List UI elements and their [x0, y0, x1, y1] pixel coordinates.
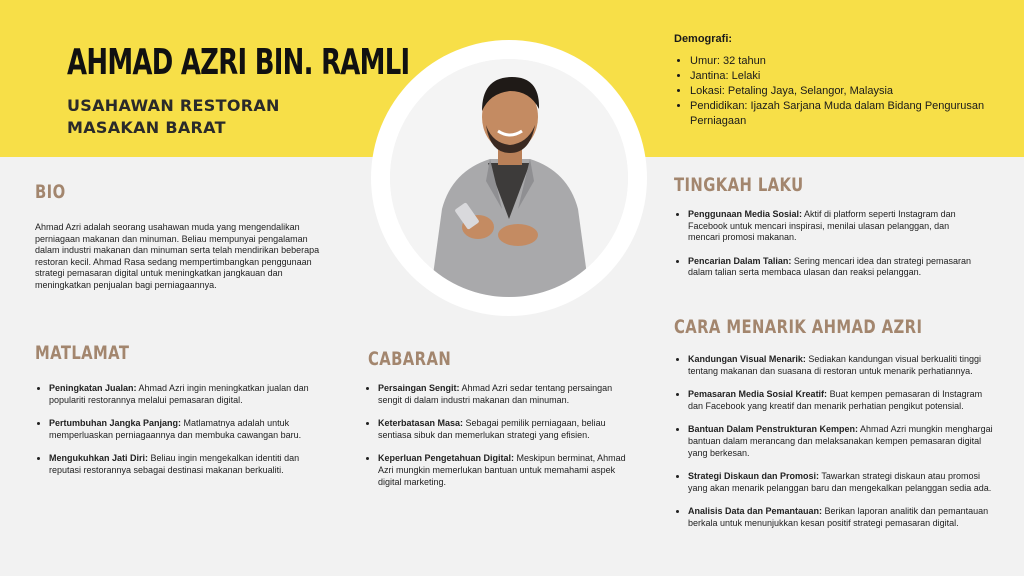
cabaran-heading: CABARAN — [368, 348, 452, 370]
item-text: Beliau ingin mengekalkan identiti dan reputasi restorannya sebagai destinasi makanan berkualiti. — [49, 453, 300, 475]
list-item — [688, 256, 974, 279]
item-text: Ahmad Azri ingin meningkatkan jualan dan populariti restorannya melalui pemasaran digital. — [49, 383, 309, 405]
list-item — [688, 471, 994, 494]
item-label: Pertumbuhan Jangka Panjang: — [49, 418, 182, 429]
list-item — [688, 209, 974, 244]
bio-heading: BIO — [35, 181, 66, 203]
list-item — [688, 424, 994, 459]
item-label: Penggunaan Media Sosial: — [688, 209, 803, 219]
item-label: Peningkatan Jualan: — [49, 383, 137, 393]
item-text: Matlamatnya adalah untuk memperluaskan perniagaannya dan membuka cawangan baru. — [49, 418, 302, 440]
persona-illustration — [390, 59, 628, 297]
matlamat-list — [35, 383, 320, 489]
list-item — [49, 453, 320, 476]
item-label: Persaingan Sengit: — [378, 383, 460, 393]
item-text: Ahmad Azri sedar tentang persaingan sengit di dalam industri makanan dan minuman. — [378, 383, 613, 405]
item-text: Sediakan kandungan visual berkualiti tinggi tentang makanan dan suasana di restoran untuk menarik perhatiannya. — [688, 354, 981, 376]
list-item — [49, 383, 320, 406]
demographics — [674, 33, 994, 129]
item-text: Ahmad Azri mungkin menghargai bantuan dalam merancang dan melaksanakan kempen pemasaran digital yang berkesan. — [688, 424, 993, 458]
list-item — [688, 506, 994, 529]
item-text: Tawarkan strategi diskaun atau promosi yang akan menarik pelanggan baru dan mengekalkan pelanggan sedia ada. — [688, 471, 992, 493]
tingkah-laku-list — [674, 209, 974, 291]
role-line-1: USAHAWAN RESTORAN — [67, 96, 280, 115]
persona-photo — [390, 59, 628, 297]
demographics-title: Demografi: — [674, 33, 733, 45]
item-text: Sebagai pemilik perniagaan, beliau sentiasa sibuk dan memerlukan strategi yang efisien. — [378, 418, 606, 440]
list-item — [688, 354, 994, 377]
demographics-list — [690, 54, 994, 129]
item-label: Strategi Diskaun dan Promosi: — [688, 471, 820, 482]
list-item — [49, 418, 320, 441]
list-item — [378, 453, 629, 488]
bio-text: Ahmad Azri adalah seorang usahawan muda yang mengendalikan perniagaan makanan dan minuman. Beliau mempunyai pengalaman dalam industri makanan dan minuman serta telah mendirikan beberapa restoran kecil. Ahmad Rasa sedang mempertimbangkan penggunaan strategi pemasaran digital untuk meningkatkan jangkauan dan meningkatkan penjualan bagi perniagaannya. — [35, 222, 320, 290]
list-item: • Lokasi: Petaling Jaya, Selangor, Malaysia — [690, 84, 994, 99]
item-text: Sering mencari idea dan strategi pemasaran dalam talian serta membaca ulasan dan reaksi pelanggan. — [688, 255, 971, 278]
item-label: Keterbatasan Masa: — [378, 418, 464, 429]
item-text: Buat kempen pemasaran di Instagram dan Facebook yang kreatif dan menarik perhatian pengikut potensial. — [688, 389, 983, 411]
item-label: Keperluan Pengetahuan Digital: — [378, 453, 515, 464]
item-label: Mengukuhkan Jati Diri: — [49, 453, 149, 464]
item-label: Kandungan Visual Menarik: — [688, 354, 806, 364]
item-label: Pemasaran Media Sosial Kreatif: — [688, 389, 828, 400]
role-line-2: MASAKAN BARAT — [67, 118, 226, 137]
cabaran-list — [364, 383, 629, 500]
list-item: • Umur: 32 tahun — [690, 54, 994, 69]
list-item: • Jantina: Lelaki — [690, 69, 994, 84]
item-label: Bantuan Dalam Penstrukturan Kempen: — [688, 424, 859, 435]
item-text: Meskipun berminat, Ahmad Azri mungkin memerlukan bantuan untuk memahami aspek digital marketing. — [378, 453, 626, 487]
list-item — [688, 389, 994, 412]
cara-menarik-list — [674, 354, 994, 542]
cara-menarik-heading: CARA MENARIK AHMAD AZRI — [674, 316, 923, 338]
item-label: Pencarian Dalam Talian: — [688, 255, 792, 266]
item-text: Berikan laporan analitik dan pemantauan berkala untuk menunjukkan kesan positif strategi pemasaran digital. — [688, 506, 989, 528]
list-item — [378, 383, 629, 406]
item-label: Analisis Data dan Pemantauan: — [688, 506, 823, 517]
item-text: Aktif di platform seperti Instagram dan Facebook untuk mencari inspirasi, menilai ulasan pelanggan, dan mencari promosi makanan. — [688, 209, 956, 243]
persona-name: AHMAD AZRI BIN. RAMLI — [67, 42, 410, 83]
matlamat-heading: MATLAMAT — [35, 342, 130, 364]
persona-role — [67, 95, 280, 139]
list-item: • Pendidikan: Ijazah Sarjana Muda dalam Bidang Pengurusan Perniagaan — [690, 99, 994, 129]
tingkah-laku-heading: TINGKAH LAKU — [674, 174, 804, 196]
list-item — [378, 418, 629, 441]
